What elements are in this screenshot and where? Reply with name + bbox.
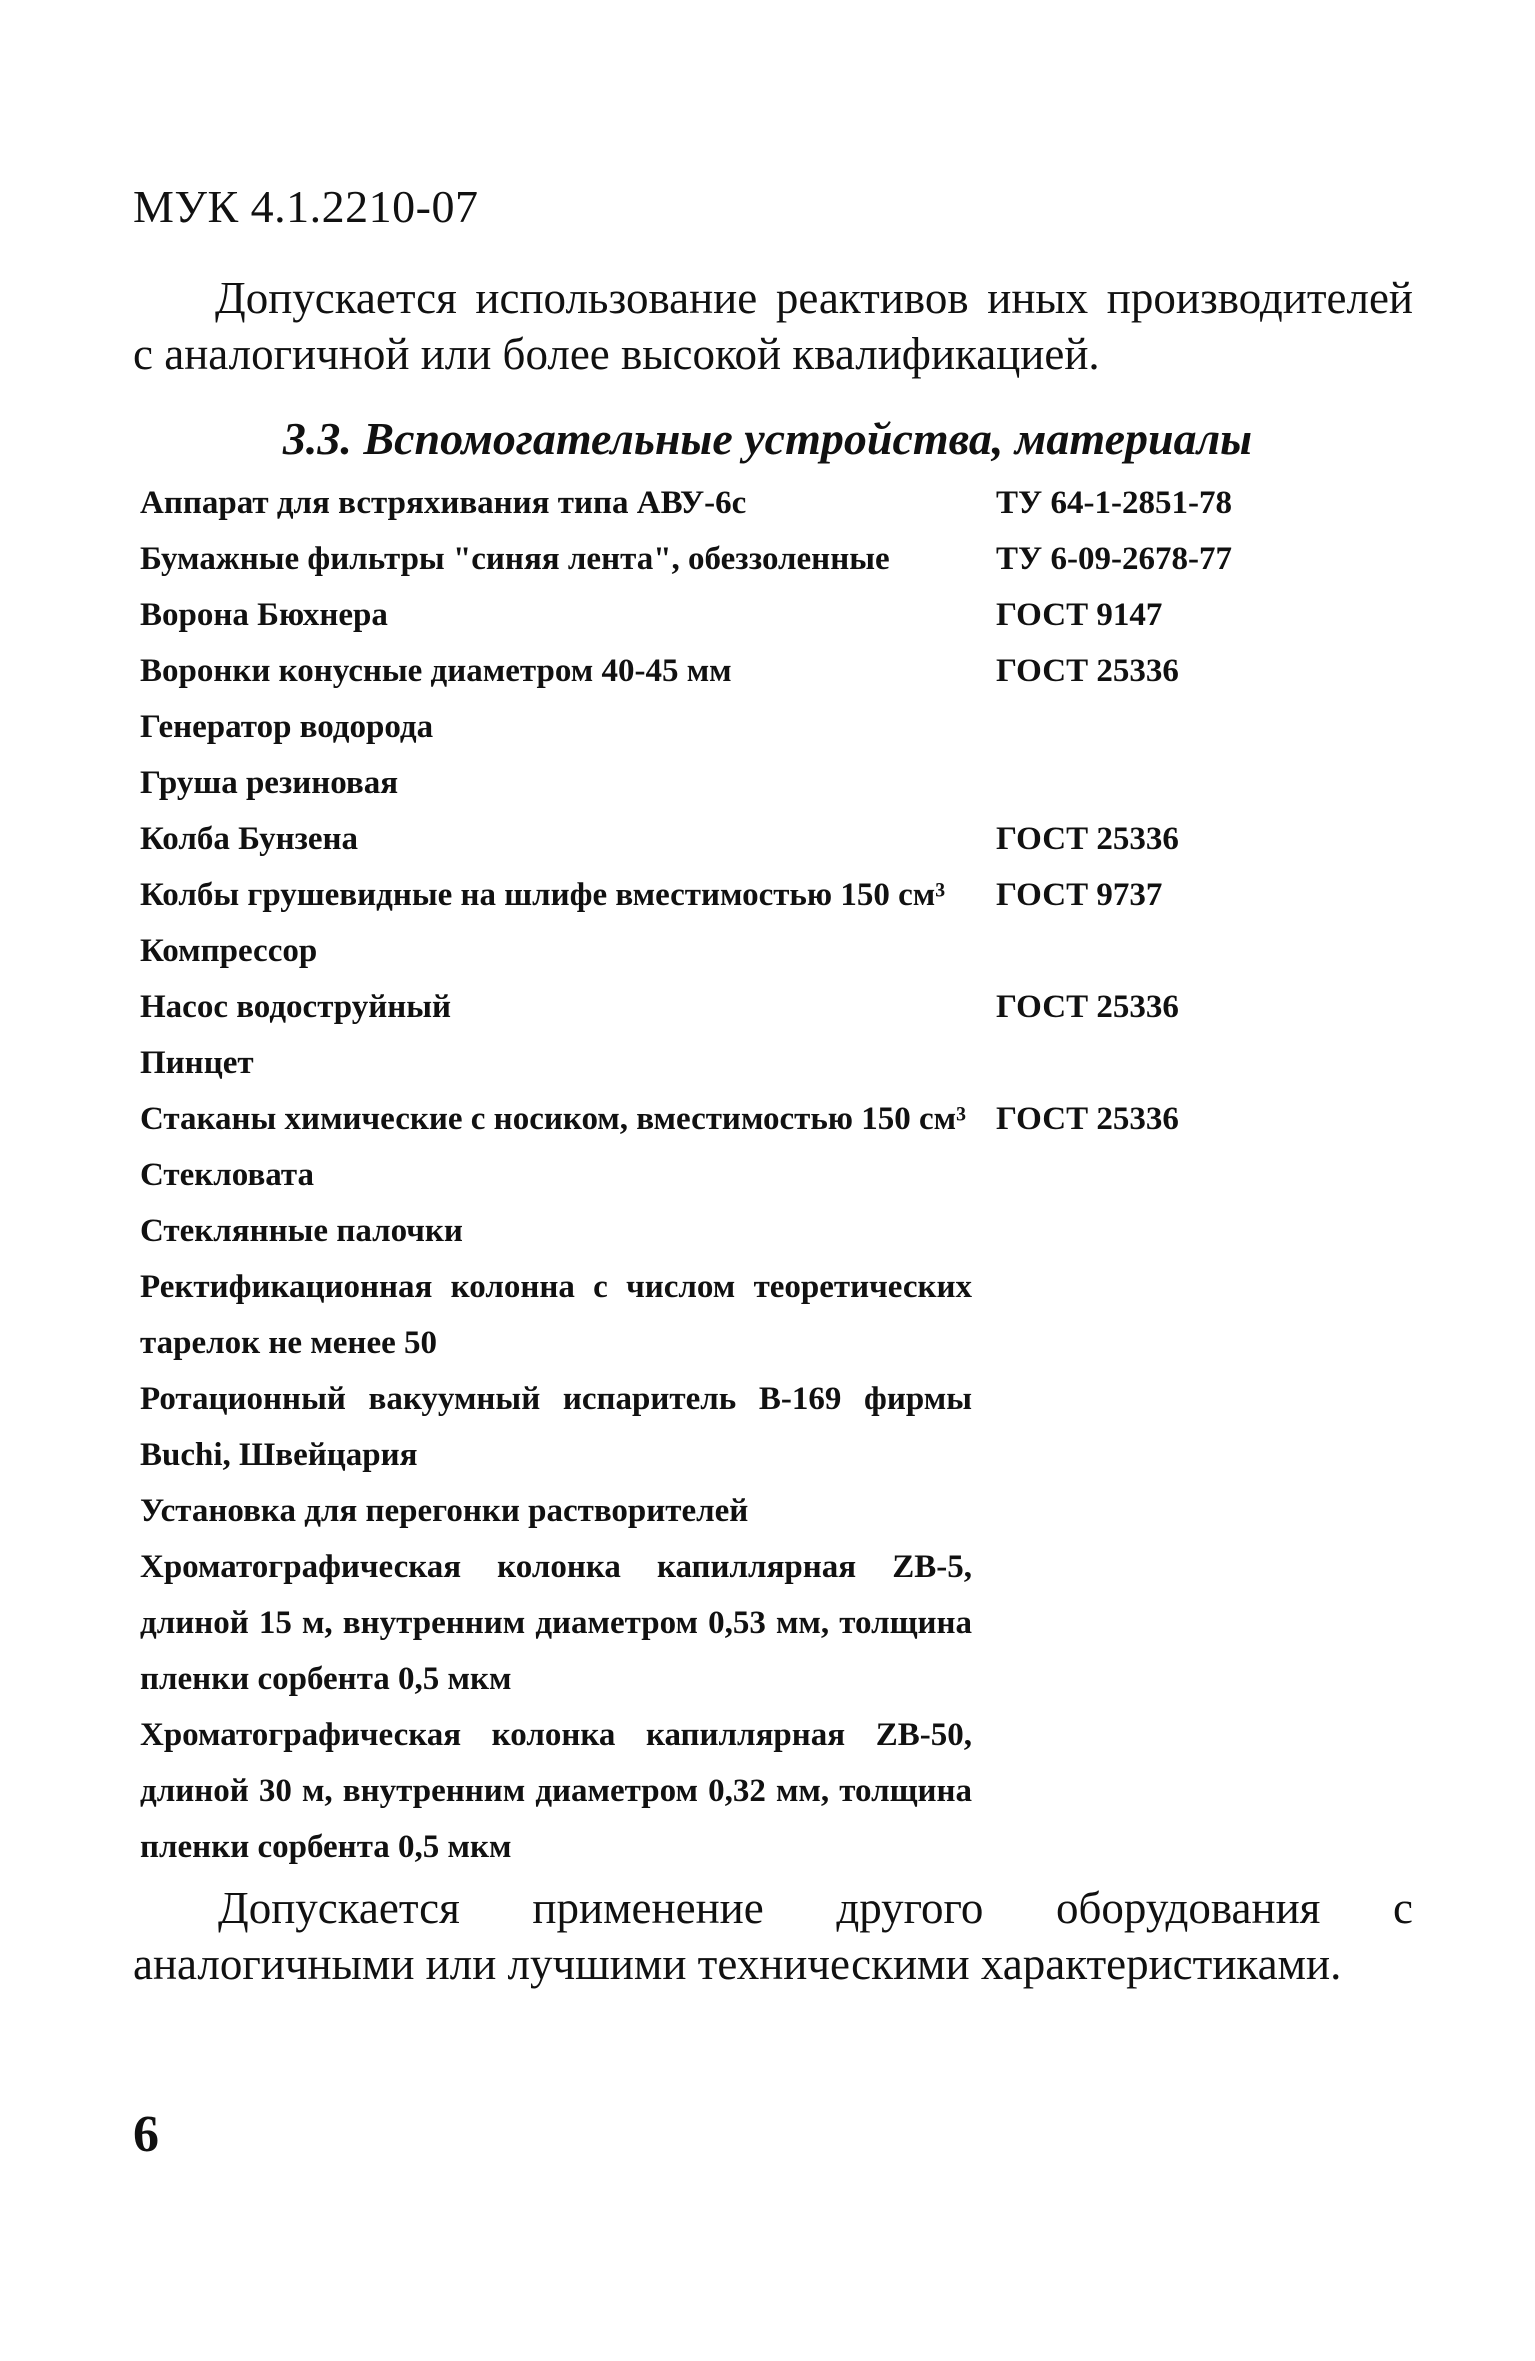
- page-number: 6: [133, 2106, 159, 2163]
- equipment-name: Аппарат для встряхивания типа АВУ-6с: [140, 485, 747, 521]
- equipment-standard: ГОСТ 25336: [996, 989, 1179, 1025]
- equipment-row: [140, 1371, 1280, 1483]
- equipment-row: [140, 587, 1280, 643]
- equipment-name: Хроматографическая колонка капиллярная ZB-50, длиной 30 м, внутренним диаметром 0,32 мм, толщина пленки сорбента 0,5 мкм: [140, 1717, 972, 1865]
- equipment-name: Воронки конусные диаметром 40-45 мм: [140, 653, 732, 689]
- equipment-name: Пинцет: [140, 1045, 254, 1081]
- equipment-row: [140, 531, 1280, 587]
- equipment-name: Груша резиновая: [140, 765, 399, 801]
- equipment-list: [140, 475, 1280, 1875]
- equipment-row: [140, 1091, 1280, 1147]
- equipment-row: [140, 1147, 1280, 1203]
- equipment-name: Колбы грушевидные на шлифе вместимостью 150 см³: [140, 877, 946, 913]
- equipment-standard: ГОСТ 25336: [996, 653, 1179, 689]
- equipment-standard: ТУ 6-09-2678-77: [996, 541, 1232, 577]
- equipment-standard: ГОСТ 9737: [996, 877, 1163, 913]
- equipment-row: [140, 475, 1280, 531]
- equipment-row: [140, 699, 1280, 755]
- equipment-row: [140, 1483, 1280, 1539]
- equipment-row: [140, 1707, 1280, 1875]
- equipment-name: Установка для перегонки растворителей: [140, 1493, 749, 1529]
- equipment-row: [140, 867, 1280, 923]
- equipment-name: Стаканы химические с носиком, вместимостью 150 см³: [140, 1101, 967, 1137]
- closing-paragraph: Допускается применение другого оборудования с аналогичными или лучшими техническими характеристиками.: [133, 1883, 1413, 1989]
- equipment-name: Хроматографическая колонка капиллярная ZB-5, длиной 15 м, внутренним диаметром 0,53 мм, толщина пленки сорбента 0,5 мкм: [140, 1549, 972, 1697]
- equipment-name: Ректификационная колонна с числом теоретических тарелок не менее 50: [140, 1269, 972, 1361]
- equipment-name: Ротационный вакуумный испаритель В-169 фирмы Buchi, Швейцария: [140, 1381, 972, 1473]
- equipment-name: Колба Бунзена: [140, 821, 359, 857]
- equipment-row: [140, 1203, 1280, 1259]
- equipment-name: Стеклянные палочки: [140, 1213, 463, 1249]
- equipment-standard: ГОСТ 25336: [996, 1101, 1179, 1137]
- equipment-row: [140, 811, 1280, 867]
- equipment-standard: ТУ 64-1-2851-78: [996, 485, 1232, 521]
- equipment-row: [140, 1259, 1280, 1371]
- equipment-row: [140, 1539, 1280, 1707]
- equipment-name: Компрессор: [140, 933, 318, 969]
- equipment-name: Генератор водорода: [140, 709, 434, 745]
- intro-paragraph: Допускается использование реактивов иных производителей с аналогичной или более высокой квалификацией.: [133, 273, 1413, 379]
- section-title: 3.3. Вспомогательные устройства, материалы: [282, 413, 1253, 464]
- equipment-row: [140, 979, 1280, 1035]
- equipment-name: Насос водоструйный: [140, 989, 452, 1025]
- equipment-name: Ворона Бюхнера: [140, 597, 388, 633]
- equipment-name: Бумажные фильтры "синяя лента", обеззоленные: [140, 541, 890, 577]
- document-code: МУК 4.1.2210-07: [133, 181, 479, 232]
- equipment-standard: ГОСТ 25336: [996, 821, 1179, 857]
- equipment-row: [140, 923, 1280, 979]
- equipment-standard: ГОСТ 9147: [996, 597, 1163, 633]
- equipment-name: Стекловата: [140, 1157, 315, 1193]
- equipment-row: [140, 755, 1280, 811]
- equipment-row: [140, 643, 1280, 699]
- equipment-row: [140, 1035, 1280, 1091]
